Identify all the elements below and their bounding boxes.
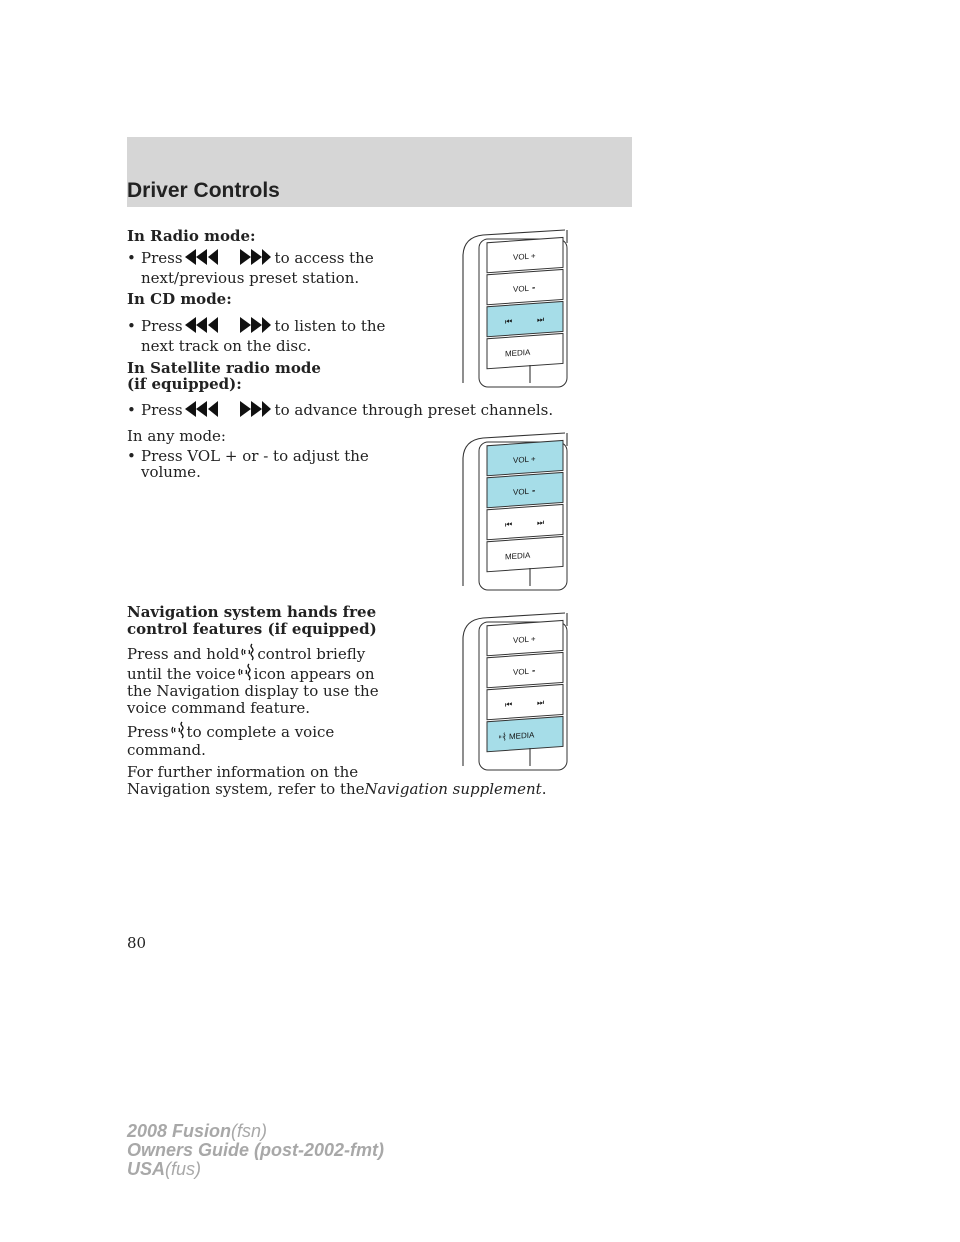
any-mode-heading: In any mode: [127, 427, 226, 445]
cd-mode-heading: In CD mode: [127, 290, 232, 308]
prev-next-arrows-icon [185, 248, 273, 266]
nav-p1-line3: the Navigation display to use the [127, 682, 379, 700]
satellite-heading-line1: In Satellite radio mode [127, 359, 321, 377]
svg-text:MEDIA: MEDIA [505, 347, 531, 359]
svg-text:MEDIA: MEDIA [509, 730, 535, 742]
seek-button [487, 504, 563, 539]
svg-text:VOL: VOL [513, 486, 529, 497]
control-panel-volume-highlight [455, 428, 585, 593]
any-mode-bullet: • Press VOL + or - to adjust the [127, 447, 369, 465]
satellite-heading-line2: (if equipped): [127, 375, 242, 393]
section-header [127, 137, 632, 207]
svg-text:⏭: ⏭ [537, 697, 545, 708]
radio-mode-heading: In Radio mode: [127, 227, 256, 245]
nav-heading-line2: control features (if equipped) [127, 620, 377, 638]
svg-text:-: - [532, 485, 536, 497]
page-number: 80 [127, 934, 147, 952]
voice-command-icon [241, 643, 255, 661]
nav-p3-line2: Navigation system, refer to theNavigation supplement. [127, 780, 547, 798]
footer [127, 1122, 384, 1179]
radio-bullet: • Press to access the [127, 249, 374, 267]
cd-bullet: • Press to listen to the [127, 317, 386, 335]
svg-text:⏮: ⏮ [505, 520, 513, 530]
svg-text:VOL: VOL [513, 283, 529, 294]
svg-text:VOL: VOL [513, 666, 529, 677]
nav-p2-line2: command. [127, 741, 206, 759]
voice-command-icon [171, 721, 185, 739]
footer-model-line: 2008 Fusion(fsn) [127, 1121, 268, 1141]
svg-text:-: - [532, 665, 536, 677]
nav-supplement-reference: Navigation supplement [364, 780, 542, 798]
svg-text:⏭: ⏭ [537, 314, 545, 325]
nav-p1-line4: voice command feature. [127, 699, 311, 717]
svg-text:⏮: ⏮ [505, 317, 513, 327]
svg-text:VOL +: VOL + [513, 634, 536, 645]
nav-p1-line1: Press and hold control briefly [127, 645, 366, 663]
any-mode-bullet-line2: volume. [141, 463, 201, 481]
control-panel-seek-highlight [455, 225, 585, 390]
nav-p1-line2: until the voice icon appears on [127, 665, 375, 683]
cd-bullet-line2: next track on the disc. [141, 337, 312, 355]
footer-guide-line: Owners Guide (post-2002-fmt) [127, 1140, 385, 1160]
svg-text:VOL +: VOL + [513, 251, 536, 262]
satellite-bullet: • Press to advance through preset channels. [127, 401, 554, 419]
svg-text:⏮: ⏮ [505, 700, 513, 710]
prev-next-arrows-icon [185, 316, 273, 334]
footer-region-line: USA(fus) [127, 1159, 202, 1179]
control-panel-media-voice-highlight [455, 608, 585, 773]
nav-p3-line1: For further information on the [127, 763, 359, 781]
svg-text:-: - [532, 282, 536, 294]
nav-p2-line1: Press to complete a voice [127, 723, 335, 741]
svg-text:MEDIA: MEDIA [505, 550, 531, 562]
seek-button [487, 684, 563, 719]
section-title: Driver Controls [127, 179, 280, 202]
voice-command-icon [238, 663, 252, 681]
svg-text:VOL +: VOL + [513, 454, 536, 465]
svg-text:⏭: ⏭ [537, 517, 545, 528]
radio-bullet-line2: next/previous preset station. [141, 269, 360, 287]
seek-button [487, 301, 563, 336]
prev-next-arrows-icon [185, 400, 273, 418]
nav-heading-line1: Navigation system hands free [127, 603, 377, 621]
